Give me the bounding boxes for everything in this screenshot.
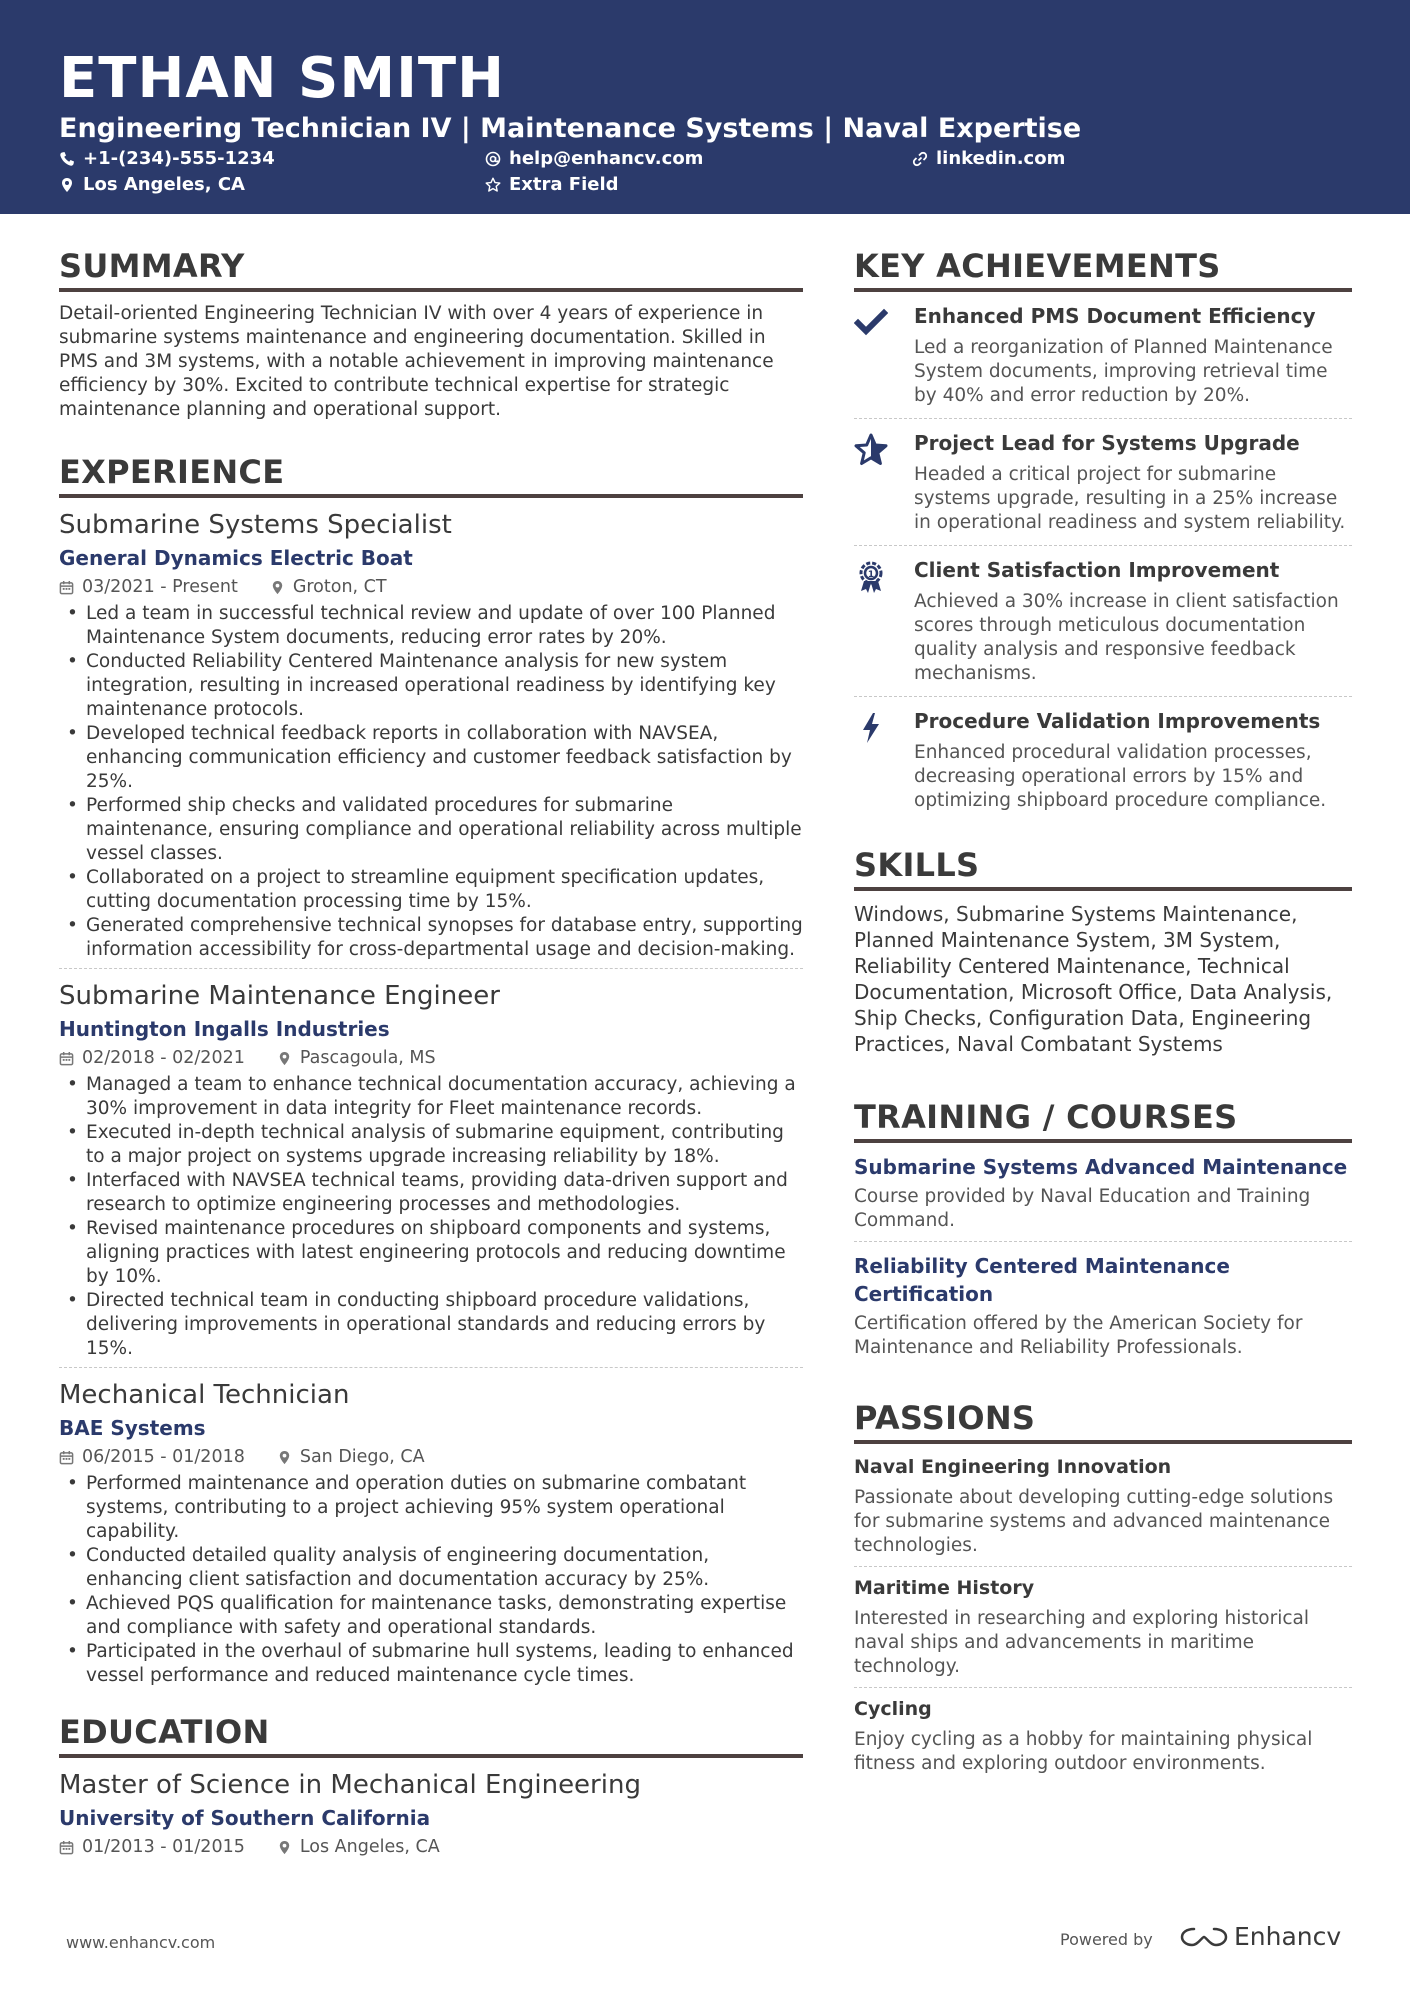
job-bullet: • Revised maintenance procedures on shipboard components and systems, aligning practices with latest engineering protocols and reducing downtime by 10%. (59, 1217, 803, 1289)
passion-desc: Passionate about developing cutting-edge solutions for submarine systems and advanced maintenance technologies. (854, 1487, 1334, 1556)
at-sign-icon (485, 151, 501, 167)
job-bullet: • Interfaced with NAVSEA technical teams, providing data-driven support and research to optimize engineering processes and methodologies. (59, 1169, 803, 1217)
company-name: Huntington Ingalls Industries (59, 1017, 390, 1041)
right-column (854, 246, 1352, 1792)
job-bullet: • Generated comprehensive technical synopses for database entry, supporting information accessibility for cross-departmental usage and decision-making. (59, 914, 803, 962)
linkedin-contact[interactable] (912, 147, 1065, 171)
passion-item (854, 1454, 1352, 1567)
location-text: Los Angeles, CA (83, 174, 245, 195)
experience-entry (59, 508, 803, 969)
svg-text:1: 1 (867, 570, 875, 580)
training-heading: TRAINING / COURSES (854, 1097, 1352, 1143)
achievements-heading: KEY ACHIEVEMENTS (854, 246, 1352, 292)
candidate-headline: Engineering Technician IV | Maintenance Systems | Naval Expertise (59, 113, 1082, 144)
job-bullet: • Achieved PQS qualification for maintenance tasks, demonstrating expertise and compliance with safety and operational standards. (59, 1592, 803, 1640)
education-section (59, 1712, 803, 1860)
achievement-title: Enhanced PMS Document Efficiency (914, 304, 1316, 328)
calendar-icon (59, 1840, 74, 1855)
extra-field-contact (485, 173, 619, 197)
company-name: BAE Systems (59, 1416, 206, 1440)
job-dates: 03/2021 - Present (82, 577, 238, 597)
enhancv-brand-text: Enhancv (1234, 1922, 1342, 1951)
job-bullet: • Conducted detailed quality analysis of engineering documentation, enhancing client satisfaction and documentation accuracy by 25%. (59, 1544, 803, 1592)
experience-entry (59, 1378, 803, 1694)
training-section (854, 1097, 1352, 1368)
job-dates: 02/2018 - 02/2021 (82, 1048, 245, 1068)
passion-desc: Interested in researching and exploring historical naval ships and advancements in maritime technology. (854, 1608, 1310, 1677)
passion-item (854, 1696, 1352, 1784)
phone-contact[interactable] (59, 147, 275, 171)
job-title: Submarine Maintenance Engineer (59, 981, 500, 1011)
map-pin-icon (277, 1840, 292, 1855)
job-bullets (59, 602, 803, 962)
passion-title: Cycling (854, 1698, 932, 1720)
job-title: Mechanical Technician (59, 1380, 350, 1410)
checkmark-icon (854, 306, 888, 340)
degree-title: Master of Science in Mechanical Engineering (59, 1770, 641, 1800)
passion-item (854, 1575, 1352, 1688)
star-icon (854, 433, 888, 467)
candidate-name: ETHAN SMITH (59, 46, 505, 111)
skills-section (854, 845, 1352, 1057)
extra-field-text: Extra Field (509, 174, 619, 195)
summary-text: Detail-oriented Engineering Technician IV with over 4 years of experience in submarine systems maintenance and engineering documentation. Skilled in PMS and 3M systems, with a notable achievement in improving maintenance efficiency by 30%. Excited to contribute technical expertise for strategic maintenance planning and operational support. (59, 303, 774, 420)
job-bullet: • Participated in the overhaul of submarine hull systems, leading to enhanced vessel performance and reduced maintenance cycle times. (59, 1640, 803, 1688)
company-name: General Dynamics Electric Boat (59, 546, 413, 570)
passion-desc: Enjoy cycling as a hobby for maintaining physical fitness and exploring outdoor environments. (854, 1729, 1313, 1774)
job-bullet: • Directed technical team in conducting shipboard procedure validations, delivering improvements in operational standards and reducing errors by 15%. (59, 1289, 803, 1361)
footer-website-link[interactable]: www.enhancv.com (66, 1933, 216, 1952)
calendar-icon (59, 580, 74, 595)
achievement-desc: Led a reorganization of Planned Maintenance System documents, improving retrieval time by 40% and error reduction by 20%. (914, 337, 1333, 406)
achievement-title: Procedure Validation Improvements (914, 709, 1321, 733)
map-pin-icon (277, 1450, 292, 1465)
award-badge-icon (854, 560, 888, 594)
job-bullet: • Managed a team to enhance technical documentation accuracy, achieving a 30% improvement in data integrity for Fleet maintenance records. (59, 1073, 803, 1121)
achievement-desc: Achieved a 30% increase in client satisfaction scores through meticulous documentation quality analysis and responsive feedback mechanisms. (914, 591, 1339, 684)
achievement-item (854, 429, 1352, 546)
resume-header (0, 0, 1410, 214)
passions-heading: PASSIONS (854, 1398, 1352, 1444)
job-meta (59, 1444, 803, 1470)
map-pin-icon (270, 580, 285, 595)
email-address: help@enhancv.com (509, 148, 704, 169)
job-bullet: • Developed technical feedback reports in collaboration with NAVSEA, enhancing communication efficiency and customer feedback satisfaction by 25%. (59, 722, 803, 794)
achievement-desc: Headed a critical project for submarine systems upgrade, resulting in a 25% increase in operational readiness and system reliability. (914, 464, 1346, 533)
calendar-icon (59, 1450, 74, 1465)
passion-title: Maritime History (854, 1577, 1035, 1599)
education-meta (59, 1834, 803, 1860)
job-location: Pascagoula, MS (299, 1048, 436, 1068)
job-dates: 06/2015 - 01/2018 (82, 1447, 245, 1467)
job-bullet: • Led a team in successful technical review and update of over 100 Planned Maintenance System documents, reducing error rates by 20%. (59, 602, 803, 650)
job-bullet: • Executed in-depth technical analysis of submarine equipment, contributing to a major project on systems upgrade increasing reliability by 18%. (59, 1121, 803, 1169)
job-location: Groton, CT (292, 577, 387, 597)
achievement-item (854, 302, 1352, 419)
course-desc: Certification offered by the American Society for Maintenance and Reliability Professionals. (854, 1313, 1303, 1358)
map-pin-icon (59, 177, 75, 193)
calendar-icon (59, 1051, 74, 1066)
course-item (854, 1153, 1352, 1242)
course-title: Submarine Systems Advanced Maintenance (854, 1155, 1348, 1179)
education-heading: EDUCATION (59, 1712, 803, 1758)
summary-heading: SUMMARY (59, 246, 803, 292)
star-outline-icon (485, 177, 501, 193)
experience-entry (59, 979, 803, 1368)
link-icon (912, 151, 928, 167)
school-name: University of Southern California (59, 1806, 431, 1830)
enhancv-logo-icon (1180, 1924, 1228, 1950)
job-bullet: • Conducted Reliability Centered Maintenance analysis for new system integration, resulting in increased operational readiness by identifying key maintenance protocols. (59, 650, 803, 722)
lightning-bolt-icon (854, 711, 888, 745)
course-title: Reliability Centered Maintenance Certification (854, 1254, 1230, 1306)
skills-list: Windows, Submarine Systems Maintenance, Planned Maintenance System, 3M System, Reliability Centered Maintenance, Technical Documentation, Microsoft Office, Data Analysis, Ship Checks, Configuration Data, Engineering Practices, Naval Combatant Systems (854, 902, 1333, 1056)
phone-number: +1-(234)-555-1234 (83, 148, 275, 169)
email-contact[interactable] (485, 147, 703, 171)
job-meta (59, 1045, 803, 1071)
job-location: San Diego, CA (299, 1447, 425, 1467)
linkedin-url: linkedin.com (936, 148, 1066, 169)
job-bullets (59, 1472, 803, 1688)
education-dates: 01/2013 - 01/2015 (82, 1837, 245, 1857)
experience-section (59, 452, 803, 1694)
achievements-section (854, 246, 1352, 823)
job-bullets (59, 1073, 803, 1361)
phone-icon (59, 151, 75, 167)
footer-powered-by: Powered by (1060, 1930, 1153, 1949)
enhancv-logo[interactable] (1180, 1922, 1341, 1951)
course-desc: Course provided by Naval Education and Training Command. (854, 1186, 1311, 1231)
summary-section (59, 246, 803, 422)
course-item (854, 1252, 1352, 1368)
job-bullet: • Collaborated on a project to streamline equipment specification updates, cutting documentation processing time by 15%. (59, 866, 803, 914)
passion-title: Naval Engineering Innovation (854, 1456, 1172, 1478)
experience-heading: EXPERIENCE (59, 452, 803, 498)
skills-heading: SKILLS (854, 845, 1352, 891)
achievement-title: Client Satisfaction Improvement (914, 558, 1280, 582)
achievement-title: Project Lead for Systems Upgrade (914, 431, 1300, 455)
map-pin-icon (277, 1051, 292, 1066)
achievement-item (854, 556, 1352, 697)
job-bullet: • Performed maintenance and operation duties on submarine combatant systems, contributing to a project achieving 95% system operational capability. (59, 1472, 803, 1544)
left-column (59, 246, 803, 1860)
passions-section (854, 1398, 1352, 1784)
education-location: Los Angeles, CA (299, 1837, 440, 1857)
job-title: Submarine Systems Specialist (59, 510, 452, 540)
achievement-item (854, 707, 1352, 823)
job-bullet: • Performed ship checks and validated procedures for submarine maintenance, ensuring compliance and operational reliability across multiple vessel classes. (59, 794, 803, 866)
job-meta (59, 574, 803, 600)
achievement-desc: Enhanced procedural validation processes, decreasing operational errors by 15% and optimizing shipboard procedure compliance. (914, 742, 1327, 811)
location-contact (59, 173, 245, 197)
